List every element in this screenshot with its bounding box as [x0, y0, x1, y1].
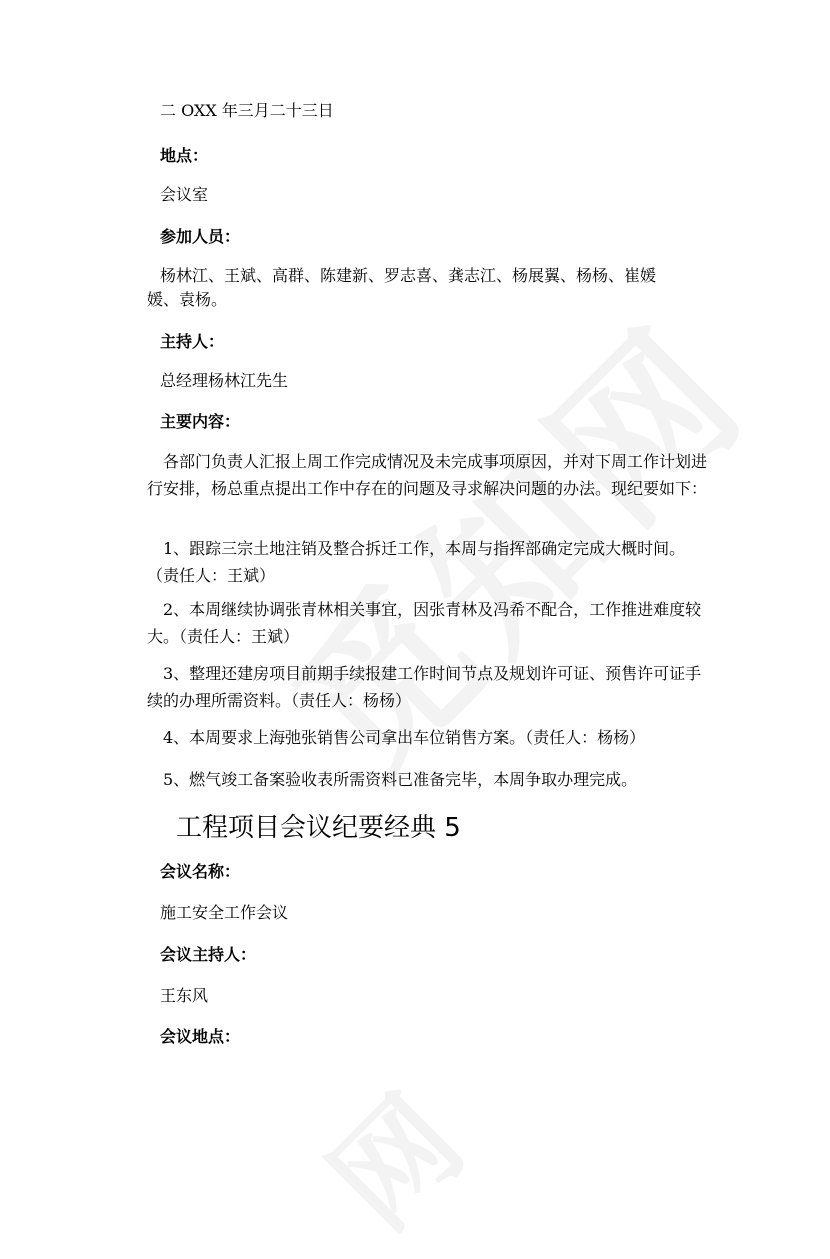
section-title: 工程项目会议纪要经典 5	[176, 813, 461, 843]
attendees-label: 参加人员：	[160, 227, 241, 246]
attendees-line-2: 媛、袁杨。	[147, 290, 228, 309]
watermark-bottom	[287, 1053, 493, 1259]
location-value: 会议室	[160, 185, 209, 204]
intro-paragraph: 各部门负责人汇报上周工作完成情况及未完成事项原因，并对下周工作计划进行安排，杨总重点提出工作中存在的问题及寻求解决问题的办法。现纪要如下：	[147, 452, 708, 498]
meeting-name-label: 会议名称：	[160, 862, 241, 881]
list-item: 4、本周要求上海弛张销售公司拿出车位销售方案。（责任人：杨杨）	[163, 728, 646, 747]
attendees-line-1: 杨林江、王斌、高群、陈建新、罗志喜、龚志江、杨展翼、杨杨、崔媛	[160, 266, 657, 285]
host-value: 总经理杨林江先生	[160, 371, 289, 390]
list-item: 5、燃气竣工备案验收表所需资料已准备完毕，本周争取办理完成。	[163, 770, 638, 789]
date-line: 二 OXX 年三月二十三日	[160, 101, 334, 120]
content-label: 主要内容：	[160, 412, 241, 431]
meeting-location-label: 会议地点：	[160, 1027, 241, 1046]
list-item: 1、跟踪三宗土地注销及整合拆迁工作，本周与指挥部确定完成大概时间。（责任人：王斌）	[147, 539, 686, 585]
meeting-name-value: 施工安全工作会议	[160, 903, 289, 922]
host-label: 主持人：	[160, 332, 225, 351]
list-item: 2、本周继续协调张青林相关事宜，因张青林及冯希不配合，工作推进难度较大。（责任人：王斌）	[147, 600, 702, 646]
list-item: 3、整理还建房项目前期手续报建工作时间节点及规划许可证、预售许可证手续的办理所需资料。（责任人：杨杨）	[147, 664, 702, 710]
meeting-host-label: 会议主持人：	[160, 945, 257, 964]
location-label: 地点：	[160, 146, 209, 165]
meeting-host-value: 王东风	[160, 986, 209, 1005]
